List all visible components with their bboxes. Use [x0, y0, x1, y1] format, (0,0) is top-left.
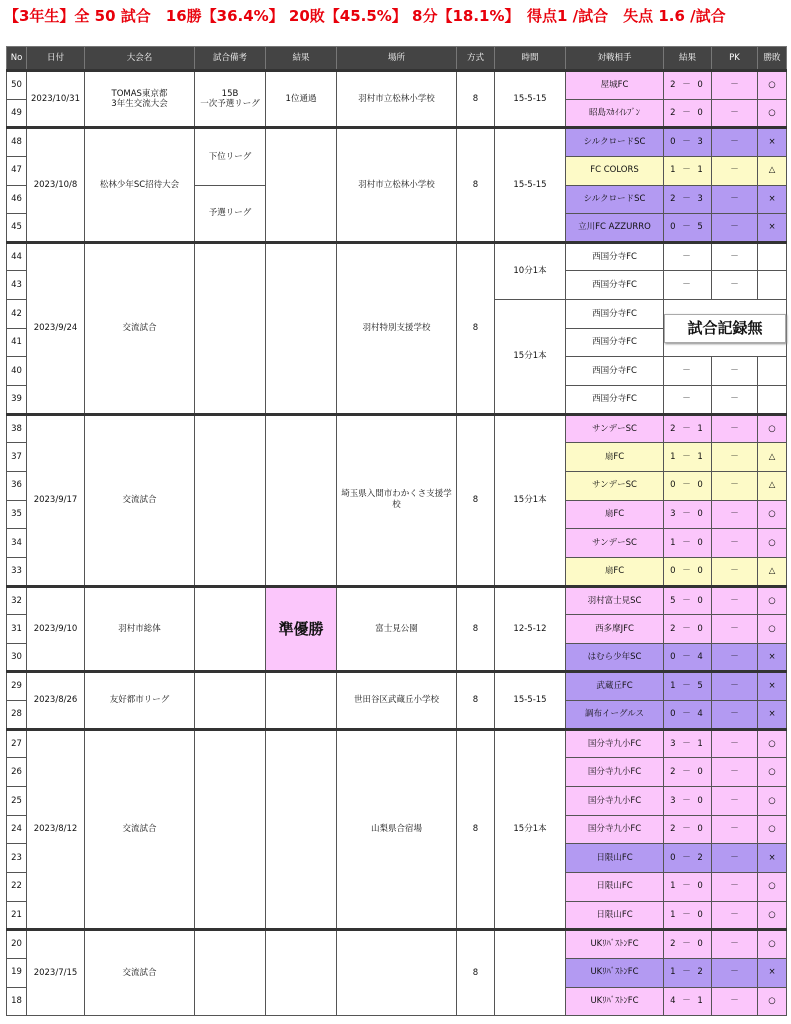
opponent-name: 国分寺九小FC: [566, 758, 664, 787]
tournament-result: 1位通過: [266, 71, 337, 128]
match-no: 44: [7, 242, 27, 271]
match-pk: －: [712, 643, 758, 672]
header-pk: PK: [712, 47, 758, 71]
match-win-loss: ○: [758, 71, 787, 100]
match-score: 4 － 1: [664, 987, 712, 1016]
tournament-name: 松林少年SC招待大会: [85, 128, 195, 243]
match-place: 山梨県合宿場: [337, 729, 457, 929]
match-time: 15分1本: [495, 414, 566, 586]
match-no: 21: [7, 901, 27, 930]
match-format: 8: [457, 71, 495, 128]
match-note: 予選リーグ: [195, 185, 266, 242]
match-win-loss: ○: [758, 414, 787, 443]
match-win-loss: ×: [758, 185, 787, 214]
opponent-name: 扇FC: [566, 557, 664, 586]
match-format: 8: [457, 242, 495, 414]
table-row: [7, 242, 787, 271]
match-win-loss: ○: [758, 758, 787, 787]
match-pk: －: [712, 443, 758, 472]
match-note: [195, 729, 266, 929]
opponent-name: サンデーSC: [566, 529, 664, 558]
table-row: [7, 414, 787, 443]
match-win-loss: ○: [758, 500, 787, 529]
opponent-name: 立川FC AZZURRO: [566, 214, 664, 243]
match-score: 1 － 5: [664, 672, 712, 701]
tournament-result: 準優勝: [266, 586, 337, 672]
match-note: 下位リーグ: [195, 128, 266, 185]
opponent-name: 西国分寺FC: [566, 357, 664, 386]
match-pk: －: [712, 471, 758, 500]
match-no: 43: [7, 271, 27, 300]
tournament-name: 羽村市総体: [85, 586, 195, 672]
opponent-name: シルクロードSC: [566, 128, 664, 157]
tournament-name: 交流試合: [85, 930, 195, 1016]
match-date: 2023/10/31: [27, 71, 85, 128]
match-win-loss: ○: [758, 729, 787, 758]
opponent-name: 屋城FC: [566, 71, 664, 100]
match-win-loss: ×: [758, 128, 787, 157]
match-score: 2 － 0: [664, 930, 712, 959]
match-no: 34: [7, 529, 27, 558]
match-no: 20: [7, 930, 27, 959]
match-time: 15分1本: [495, 300, 566, 415]
opponent-name: UKﾘﾊﾞｽﾄﾝFC: [566, 987, 664, 1016]
match-win-loss: ×: [758, 672, 787, 701]
match-note: [195, 414, 266, 586]
opponent-name: 日限山FC: [566, 844, 664, 873]
match-no: 46: [7, 185, 27, 214]
match-date: 2023/9/17: [27, 414, 85, 586]
match-no: 29: [7, 672, 27, 701]
match-score: 0 － 3: [664, 128, 712, 157]
match-pk: －: [712, 672, 758, 701]
opponent-name: FC COLORS: [566, 156, 664, 185]
table-row: [7, 930, 787, 959]
match-score: 1 － 2: [664, 958, 712, 987]
match-score: 0 － 0: [664, 471, 712, 500]
opponent-name: UKﾘﾊﾞｽﾄﾝFC: [566, 958, 664, 987]
header-no: No: [7, 47, 27, 71]
match-score: 3 － 0: [664, 787, 712, 816]
match-pk: －: [712, 185, 758, 214]
match-pk: －: [712, 701, 758, 730]
header-time: 時間: [495, 47, 566, 71]
opponent-name: 昭島ｽｶｲｲﾚﾌﾞﾝ: [566, 99, 664, 128]
opponent-name: サンデーSC: [566, 414, 664, 443]
match-win-loss: ○: [758, 930, 787, 959]
opponent-name: 国分寺九小FC: [566, 787, 664, 816]
match-note: 15B 一次予選リーグ: [195, 71, 266, 128]
match-format: 8: [457, 930, 495, 1016]
match-date: 2023/8/26: [27, 672, 85, 729]
match-place: 埼玉県入間市わかくさ支援学 校: [337, 414, 457, 586]
tournament-name: 交流試合: [85, 414, 195, 586]
match-score: －: [664, 386, 712, 415]
match-pk: －: [712, 71, 758, 100]
match-date: 2023/8/12: [27, 729, 85, 929]
header-format: 方式: [457, 47, 495, 71]
match-score: 0 － 4: [664, 701, 712, 730]
match-time: 15-5-15: [495, 71, 566, 128]
header-opponent: 対戦相手: [566, 47, 664, 71]
match-pk: －: [712, 414, 758, 443]
match-no: 50: [7, 71, 27, 100]
match-pk: －: [712, 872, 758, 901]
match-win-loss: ○: [758, 872, 787, 901]
tournament-result: [266, 930, 337, 1016]
header-score: 結果: [664, 47, 712, 71]
match-win-loss: ×: [758, 701, 787, 730]
match-no: 24: [7, 815, 27, 844]
match-no: 47: [7, 156, 27, 185]
table-row: [7, 672, 787, 701]
match-no: 40: [7, 357, 27, 386]
tournament-result: [266, 128, 337, 243]
match-win-loss: ○: [758, 529, 787, 558]
header-tournament: 大会名: [85, 47, 195, 71]
no-record-cell: [664, 300, 787, 357]
opponent-name: 扇FC: [566, 500, 664, 529]
tournament-result: [266, 672, 337, 729]
match-no: 23: [7, 844, 27, 873]
header-row: [7, 47, 787, 71]
match-no: 25: [7, 787, 27, 816]
opponent-name: 西多摩JFC: [566, 615, 664, 644]
match-score: 2 － 0: [664, 758, 712, 787]
opponent-name: サンデーSC: [566, 471, 664, 500]
match-win-loss: [758, 386, 787, 415]
table-row: [7, 729, 787, 758]
match-note: [195, 930, 266, 1016]
match-win-loss: ○: [758, 901, 787, 930]
match-win-loss: ○: [758, 586, 787, 615]
match-pk: －: [712, 529, 758, 558]
opponent-name: UKﾘﾊﾞｽﾄﾝFC: [566, 930, 664, 959]
match-pk: －: [712, 156, 758, 185]
tournament-name: 交流試合: [85, 729, 195, 929]
header-result: 結果: [266, 47, 337, 71]
match-pk: －: [712, 758, 758, 787]
match-no: 32: [7, 586, 27, 615]
match-pk: －: [712, 214, 758, 243]
opponent-name: 西国分寺FC: [566, 386, 664, 415]
match-place: 世田谷区武蔵丘小学校: [337, 672, 457, 729]
header-note: 試合備考: [195, 47, 266, 71]
match-no: 38: [7, 414, 27, 443]
match-no: 36: [7, 471, 27, 500]
opponent-name: はむら少年SC: [566, 643, 664, 672]
tournament-result: [266, 729, 337, 929]
opponent-name: 羽村富士見SC: [566, 586, 664, 615]
opponent-name: シルクロードSC: [566, 185, 664, 214]
match-date: 2023/9/10: [27, 586, 85, 672]
match-format: 8: [457, 672, 495, 729]
match-format: 8: [457, 414, 495, 586]
table-row: [7, 586, 787, 615]
match-pk: －: [712, 357, 758, 386]
match-score: 2 － 3: [664, 185, 712, 214]
match-no: 19: [7, 958, 27, 987]
match-pk: －: [712, 99, 758, 128]
match-place: 羽村市立松林小学校: [337, 128, 457, 243]
match-win-loss: ○: [758, 787, 787, 816]
match-format: 8: [457, 729, 495, 929]
match-time: 12-5-12: [495, 586, 566, 672]
match-score: 0 － 5: [664, 214, 712, 243]
match-win-loss: ×: [758, 643, 787, 672]
opponent-name: 西国分寺FC: [566, 328, 664, 357]
match-win-loss: △: [758, 471, 787, 500]
header-date: 日付: [27, 47, 85, 71]
match-date: 2023/9/24: [27, 242, 85, 414]
match-score: 3 － 0: [664, 500, 712, 529]
match-win-loss: [758, 271, 787, 300]
tournament-name: 友好都市リーグ: [85, 672, 195, 729]
match-note: [195, 586, 266, 672]
match-score: －: [664, 357, 712, 386]
match-time: 15分1本: [495, 729, 566, 929]
match-note: [195, 672, 266, 729]
match-pk: －: [712, 787, 758, 816]
table-row: [7, 128, 787, 157]
header-win-loss: 勝敗: [758, 47, 787, 71]
match-format: 8: [457, 128, 495, 243]
match-win-loss: ○: [758, 99, 787, 128]
match-score: 1 － 0: [664, 872, 712, 901]
match-win-loss: △: [758, 557, 787, 586]
match-no: 33: [7, 557, 27, 586]
match-no: 45: [7, 214, 27, 243]
match-win-loss: ○: [758, 615, 787, 644]
match-pk: －: [712, 958, 758, 987]
match-no: 26: [7, 758, 27, 787]
tournament-name: TOMAS東京都 3年生交流大会: [85, 71, 195, 128]
match-pk: －: [712, 901, 758, 930]
match-no: 48: [7, 128, 27, 157]
match-no: 39: [7, 386, 27, 415]
match-pk: －: [712, 729, 758, 758]
match-date: 2023/10/8: [27, 128, 85, 243]
tournament-result: [266, 242, 337, 414]
match-win-loss: [758, 242, 787, 271]
match-no: 31: [7, 615, 27, 644]
match-no: 35: [7, 500, 27, 529]
match-score: 1 － 1: [664, 443, 712, 472]
match-score: 0 － 2: [664, 844, 712, 873]
match-place: 羽村特別支援学校: [337, 242, 457, 414]
match-no: 28: [7, 701, 27, 730]
page-title: 【3年生】全 50 試合 16勝【36.4%】 20敗【45.5%】 8分【18.1%】 得点1 /試合 失点 1.6 /試合: [4, 7, 726, 25]
match-score: 5 － 0: [664, 586, 712, 615]
opponent-name: 日限山FC: [566, 872, 664, 901]
match-no: 22: [7, 872, 27, 901]
match-score: 2 － 0: [664, 615, 712, 644]
match-pk: －: [712, 615, 758, 644]
match-pk: －: [712, 930, 758, 959]
match-no: 27: [7, 729, 27, 758]
match-time: 10分1本: [495, 242, 566, 299]
match-pk: －: [712, 500, 758, 529]
match-score: 1 － 0: [664, 901, 712, 930]
match-score: 0 － 0: [664, 557, 712, 586]
match-score: 2 － 1: [664, 414, 712, 443]
match-pk: －: [712, 586, 758, 615]
match-pk: －: [712, 271, 758, 300]
opponent-name: 日限山FC: [566, 901, 664, 930]
tournament-name: 交流試合: [85, 242, 195, 414]
match-date: 2023/7/15: [27, 930, 85, 1016]
match-no: 42: [7, 300, 27, 329]
header-place: 場所: [337, 47, 457, 71]
match-score: 1 － 0: [664, 529, 712, 558]
opponent-name: 国分寺九小FC: [566, 815, 664, 844]
match-pk: －: [712, 557, 758, 586]
match-pk: －: [712, 987, 758, 1016]
match-table: [6, 46, 787, 1016]
no-record-label: 試合記録無: [664, 314, 786, 343]
match-pk: －: [712, 386, 758, 415]
match-time: [495, 930, 566, 1016]
match-win-loss: ○: [758, 987, 787, 1016]
match-score: －: [664, 242, 712, 271]
match-score: －: [664, 271, 712, 300]
match-pk: －: [712, 815, 758, 844]
tournament-result: [266, 414, 337, 586]
opponent-name: 西国分寺FC: [566, 300, 664, 329]
match-score: 2 － 0: [664, 99, 712, 128]
opponent-name: 扇FC: [566, 443, 664, 472]
match-place: [337, 930, 457, 1016]
match-win-loss: ×: [758, 844, 787, 873]
match-win-loss: ×: [758, 958, 787, 987]
match-score: 2 － 0: [664, 815, 712, 844]
opponent-name: 武蔵丘FC: [566, 672, 664, 701]
match-pk: －: [712, 128, 758, 157]
opponent-name: 西国分寺FC: [566, 271, 664, 300]
match-time: 15-5-15: [495, 672, 566, 729]
match-no: 30: [7, 643, 27, 672]
match-pk: －: [712, 844, 758, 873]
opponent-name: 調布イーグルス: [566, 701, 664, 730]
match-score: 1 － 1: [664, 156, 712, 185]
match-no: 49: [7, 99, 27, 128]
match-win-loss: ×: [758, 214, 787, 243]
match-win-loss: △: [758, 156, 787, 185]
match-no: 37: [7, 443, 27, 472]
match-score: 0 － 4: [664, 643, 712, 672]
match-win-loss: [758, 357, 787, 386]
match-no: 18: [7, 987, 27, 1016]
match-score: 3 － 1: [664, 729, 712, 758]
opponent-name: 国分寺九小FC: [566, 729, 664, 758]
match-win-loss: ○: [758, 815, 787, 844]
match-win-loss: △: [758, 443, 787, 472]
match-place: 羽村市立松林小学校: [337, 71, 457, 128]
table-row: [7, 71, 787, 100]
opponent-name: 西国分寺FC: [566, 242, 664, 271]
match-score: 2 － 0: [664, 71, 712, 100]
match-place: 富士見公園: [337, 586, 457, 672]
match-note: [195, 242, 266, 414]
match-format: 8: [457, 586, 495, 672]
match-time: 15-5-15: [495, 128, 566, 243]
match-no: 41: [7, 328, 27, 357]
match-pk: －: [712, 242, 758, 271]
